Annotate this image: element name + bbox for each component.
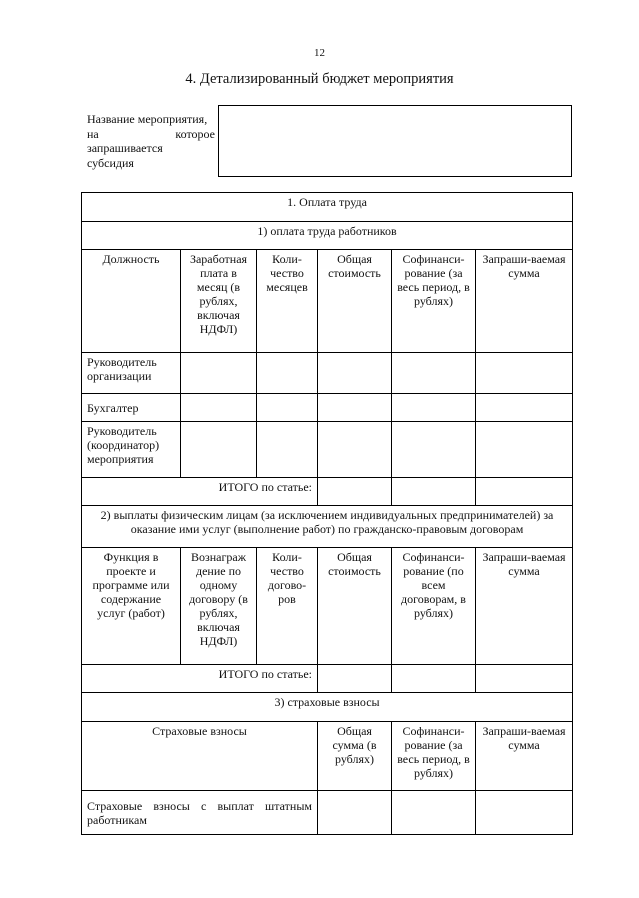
column-header: Софинанси-рование (по всем договорам, в рублях): [392, 548, 476, 665]
column-header: Страховые взносы: [82, 722, 318, 791]
budget-table: [81, 192, 573, 835]
total-label: ИТОГО по статье:: [82, 665, 318, 693]
column-header: Запраши-ваемая сумма: [476, 250, 573, 353]
table-cell[interactable]: [181, 422, 257, 478]
column-header: Общая стоимость: [318, 548, 392, 665]
column-header: Коли-чество месяцев: [257, 250, 318, 353]
table-cell[interactable]: [318, 394, 392, 422]
table-cell[interactable]: [181, 353, 257, 394]
table-cell[interactable]: [476, 791, 573, 835]
row-label: Бухгалтер: [82, 394, 181, 422]
table-cell[interactable]: [257, 394, 318, 422]
page-number: 12: [314, 47, 325, 59]
table-cell[interactable]: [392, 478, 476, 506]
total-label: ИТОГО по статье:: [82, 478, 318, 506]
column-header: Общая сумма (в рублях): [318, 722, 392, 791]
table-cell[interactable]: [318, 791, 392, 835]
column-header: Коли-чество догово-ров: [257, 548, 318, 665]
subsection-heading: 2) выплаты физическим лицам (за исключением индивидуальных предпринимателей) за оказание ими услуг (выполнение работ) по гражданско-правовым договорам: [82, 506, 573, 548]
table-cell[interactable]: [318, 478, 392, 506]
table-cell[interactable]: [392, 791, 476, 835]
column-header: Софинанси-рование (за весь период, в рублях): [392, 722, 476, 791]
column-header: Софинанси-рование (за весь период, в рублях): [392, 250, 476, 353]
section-heading: 1. Оплата труда: [82, 193, 573, 222]
table-cell[interactable]: [476, 478, 573, 506]
event-name-label: [87, 112, 215, 170]
table-cell[interactable]: [181, 394, 257, 422]
table-cell[interactable]: [392, 394, 476, 422]
table-cell[interactable]: [476, 422, 573, 478]
table-cell[interactable]: [257, 353, 318, 394]
column-header: Запраши-ваемая сумма: [476, 722, 573, 791]
table-cell[interactable]: [318, 422, 392, 478]
table-cell[interactable]: [318, 353, 392, 394]
table-cell[interactable]: [476, 394, 573, 422]
table-cell[interactable]: [476, 665, 573, 693]
column-header: Запраши-ваемая сумма: [476, 548, 573, 665]
table-cell[interactable]: [257, 422, 318, 478]
page-title: 4. Детализированный бюджет мероприятия: [185, 71, 454, 87]
row-label: Руководитель (координатор) мероприятия: [82, 422, 181, 478]
column-header: Вознаграж дение по одному договору (в рублях, включая НДФЛ): [181, 548, 257, 665]
row-label: Руководитель организации: [82, 353, 181, 394]
subsection-heading: 1) оплата труда работников: [82, 222, 573, 250]
column-header: Функция в проекте и программе или содержание услуг (работ): [82, 548, 181, 665]
column-header: Заработная плата в месяц (в рублях, включая НДФЛ): [181, 250, 257, 353]
column-header: Общая стоимость: [318, 250, 392, 353]
label-word: которое: [175, 126, 215, 141]
table-cell[interactable]: [476, 353, 573, 394]
table-cell[interactable]: [392, 353, 476, 394]
subsection-heading: 3) страховые взносы: [82, 693, 573, 722]
row-label: Страховые взносы с выплат штатным работникам: [82, 791, 318, 835]
column-header: Должность: [82, 250, 181, 353]
event-name-field[interactable]: [218, 105, 572, 177]
table-cell[interactable]: [318, 665, 392, 693]
table-cell[interactable]: [392, 422, 476, 478]
label-word: на: [87, 126, 99, 141]
label-word: Название мероприятия,: [87, 112, 208, 126]
label-word: субсидия: [87, 155, 134, 170]
label-word: запрашивается: [87, 141, 163, 155]
table-cell[interactable]: [392, 665, 476, 693]
